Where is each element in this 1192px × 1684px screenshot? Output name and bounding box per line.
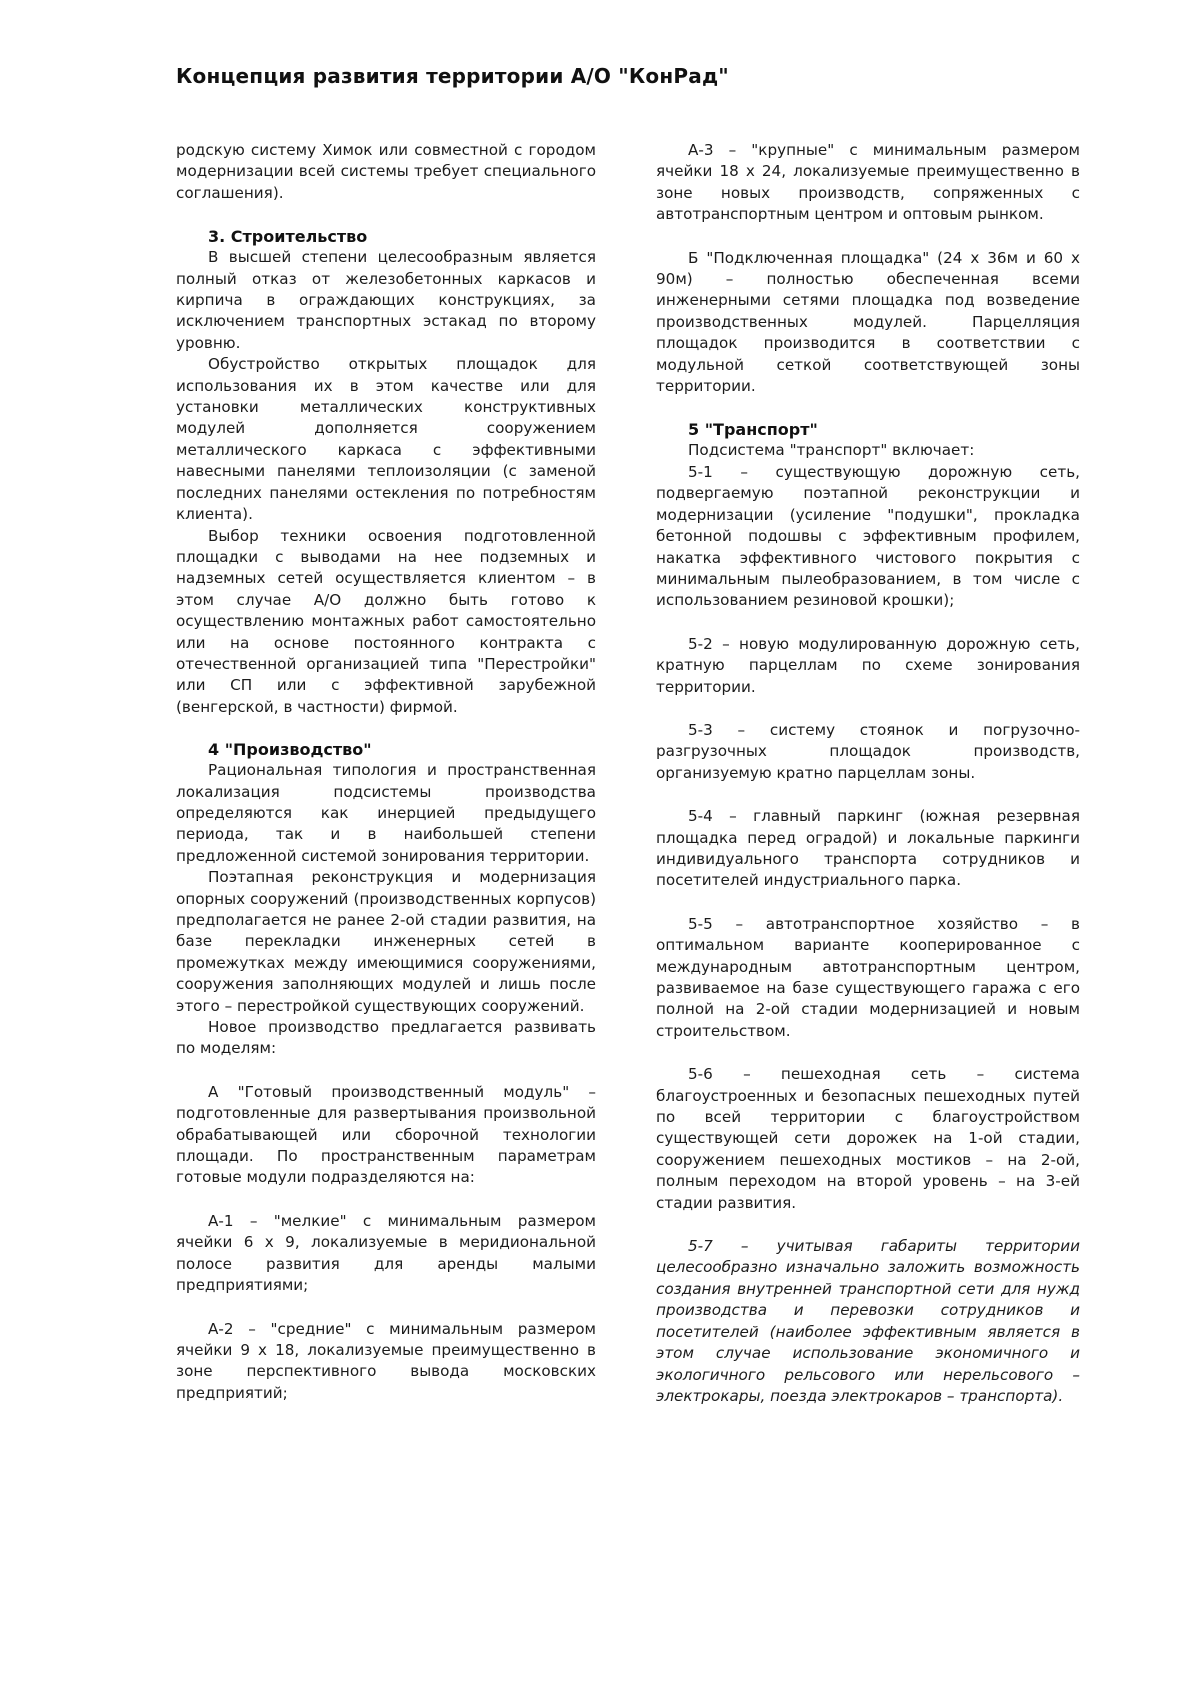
paragraph: Выбор техники освоения подготовленной площадки с выводами на нее подземных и надземных сетей осуществляется клиентом – в этом случае А/О должно быть готово к осуществлению монтажных работ самостоятельно или на основе постоянного контракта с отечественной организацией типа "Перестройки" или СП или с эффективной зарубежной (венгерской, в частности) фирмой. [176,526,596,716]
paragraph: Подсистема "транспорт" включает: [688,441,975,460]
transport-item-5-4: 5-4 – главный паркинг (южная резервная площадка перед оградой) и локальные паркинги индивидуального транспорта сотрудников и посетителей индустриального парка. [656,807,1080,890]
model-b-paragraph: Б "Подключенная площадка" (24 х 36м и 60 х 90м) – полностью обеспеченная всеми инженерными сетями площадка под возведение производственных модулей. Парцелляция площадок производится в соответствии с модульной сеткой соответствующей зоны территории. [656,248,1080,396]
transport-item-5-1: 5-1 – существующую дорожную сеть, подвергаемую поэтапной реконструкции и модернизации (усиление "подушки", прокладка бетонной подошвы с эффективным профилем, накатка эффективного чистового покрытия с минимальным пылеобразованием, в том числе с использованием резиновой крошки); [656,462,1080,610]
model-a1-paragraph: А-1 – "мелкие" с минимальным размером ячейки 6 х 9, локализуемые в меридиональной полосе развития для аренды малыми предприятиями; [176,1211,596,1295]
transport-item-5-5: 5-5 – автотранспортное хозяйство – в оптимальном варианте кооперированное с международным автотранспортным центром, развиваемое на базе существующего гаража с его полной на 2-ой стадии модернизацией и новым строительством. [656,914,1080,1040]
transport-item-5-6: 5-6 – пешеходная сеть – система благоустроенных и безопасных пешеходных путей по всей территории с благоустройством существующей сети дорожек на 1-ой стадии, сооружением пешеходных мостиков – на 2-ой, полным переходом на второй уровень – на 3-ей стадии развития. [656,1065,1080,1212]
model-a2-paragraph: А-2 – "средние" с минимальным размером ячейки 9 х 18, локализуемые преимущественно в зоне перспективного вывода московских предприятий; [176,1319,596,1402]
section-heading-transport: 5 "Транспорт" [688,420,818,440]
left-column [176,140,596,1404]
section-heading-production: 4 "Производство" [208,740,372,760]
transport-item-5-7: 5-7 – учитывая габариты территории целесообразно изначально заложить возможность создания внутренней транспортной сети для нужд производства и перевозки сотрудников и посетителей (наиболее эффективным является в этом случае использование экономичного и экологичного рельсового или нерельсового – электрокары, поезда электрокаров – транспорта). [656,1237,1080,1405]
paragraph: Обустройство открытых площадок для использования их в этом качестве или для установки металлических конструктивных модулей дополняется сооружением металлического каркаса с эффективными навесными панелями теплоизоляции (с заменой последних панелями остекления по потребностям клиента). [176,355,596,524]
intro-paragraph: родскую систему Химок или совместной с городом модернизации всей системы требует специального соглашения). [176,141,596,202]
paragraph: Новое производство предлагается развивать по моделям: [176,1018,596,1058]
paragraph: Поэтапная реконструкция и модернизация опорных сооружений (производственных корпусов) предполагается не ранее 2-ой стадии развития, на базе перекладки инженерных сетей в промежутках между имеющимися сооружениями, сооружения заполняющих модулей и лишь после этого – перестройкой существующих сооружений. [176,868,596,1015]
transport-item-5-2: 5-2 – новую модулированную дорожную сеть, кратную парцеллам по схеме зонирования территории. [656,634,1080,696]
page-header-title: Концепция развития территории А/О "КонРад" [176,64,729,88]
model-a3-paragraph: А-3 – "крупные" с минимальным размером ячейки 18 х 24, локализуемые преимущественно в зоне новых производств, сопряженных с автотранспортным центром и оптовым рынком. [656,141,1080,224]
paragraph: В высшей степени целесообразным является полный отказ от железобетонных каркасов и кирпича в ограждающих конструкциях, за исключением транспортных эстакад по второму уровню. [176,248,596,352]
transport-item-5-3: 5-3 – систему стоянок и погрузочно-разгрузочных площадок производств, организуемую кратно парцеллам зоны. [656,720,1080,782]
paragraph: Рациональная типология и пространственная локализация подсистемы производства определяются как инерцией предыдущего периода, так и в наибольшей степени предложенной системой зонирования территории. [176,761,596,865]
section-heading-construction: 3. Строительство [208,227,368,247]
right-column [656,140,1080,1407]
model-a-paragraph: А "Готовый производственный модуль" – подготовленные для развертывания произвольной обрабатывающей или сборочной технологии площади. По пространственным параметрам готовые модули подразделяются на: [176,1082,596,1187]
